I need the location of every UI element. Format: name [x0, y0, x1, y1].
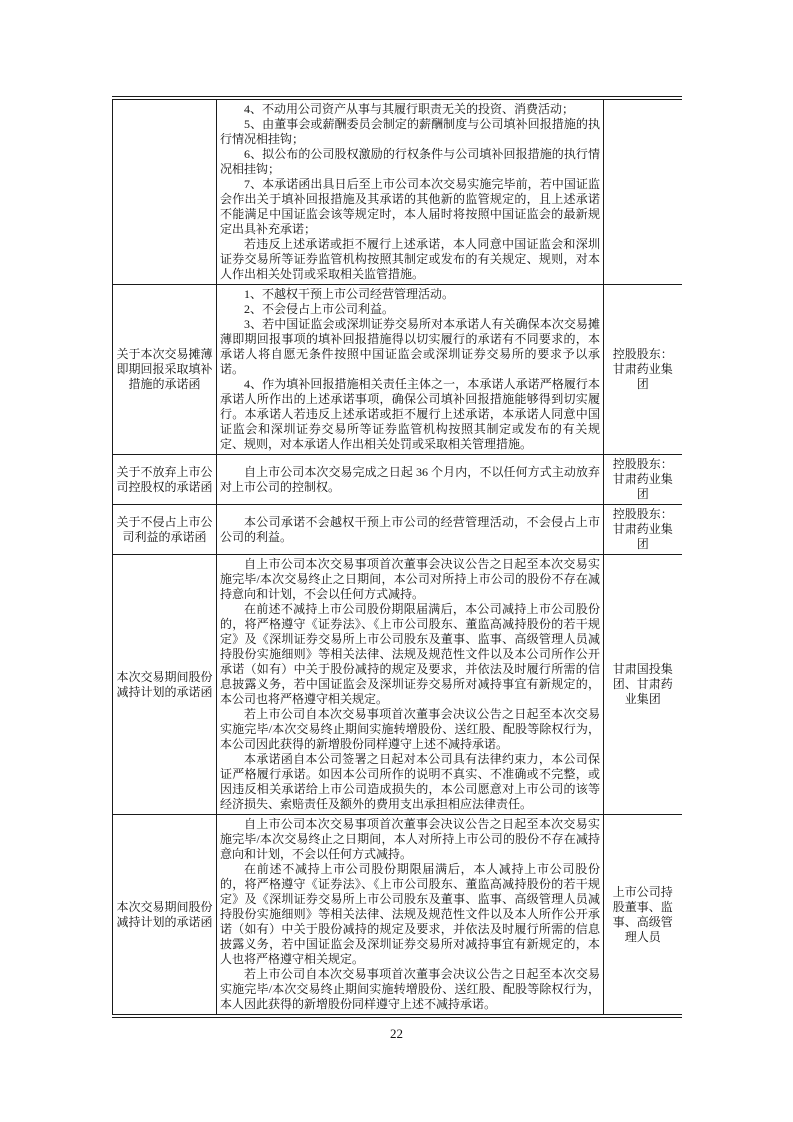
paragraph: 若上市公司自本次交易事项首次董事会决议公告之日起至本次交易实施完毕/本次交易终止期间实施转增股份、送红股、配股等除权行为，本人因此获得的新增股份同样遵守上述不减持承诺。 [220, 967, 600, 1011]
paragraph: 自上市公司本次交易事项首次董事会决议公告之日起至本次交易实施完毕/本次交易终止之日期间，本人对所持上市公司的股份不存在减持意向和计划，不会以任何方式减持。 [220, 817, 600, 861]
commitment-title-cell [113, 98, 217, 285]
paragraph: 本承诺函自本公司签署之日起对本公司具有法律约束力，本公司保证严格履行承诺。如因本公司所作的说明不真实、不准确或不完整，或因违反相关承诺给上市公司造成损失的，本公司愿意对上市公司的该等经济损失、索赔责任及额外的费用支出承担相应法律责任。 [220, 752, 600, 811]
commitment-content-cell [217, 98, 604, 285]
commitment-content-cell [217, 815, 604, 1017]
paragraph: 7、本承诺函出具日后至上市公司本次交易实施完毕前，若中国证监会作出关于填补回报措施及其承诺的其他新的监管规定的，且上述承诺不能满足中国证监会该等规定时，本人届时将按照中国证监会的最新规定出具补充承诺； [220, 177, 600, 236]
table-row [113, 555, 682, 815]
paragraph: 3、若中国证监会或深圳证券交易所对本承诺人有关确保本次交易摊薄即期回报事项的填补回报措施得以切实履行的承诺有不同要求的，本承诺人将自愿无条件按照中国证监会或深圳证券交易所的要求予以承诺。 [220, 317, 600, 376]
paragraph: 自上市公司本次交易事项首次董事会决议公告之日起至本次交易实施完毕/本次交易终止之日期间，本公司对所持上市公司的股份不存在减持意向和计划，不会以任何方式减持。 [220, 557, 600, 601]
commitment-party-cell: 上市公司持股董事、监事、高级管理人员 [604, 815, 682, 1017]
commitment-content-cell [217, 555, 604, 815]
commitment-title-cell: 本次交易期间股份减持计划的承诺函 [113, 555, 217, 815]
paragraph: 4、作为填补回报措施相关责任主体之一，本承诺人承诺严格履行本承诺人所作出的上述承诺事项，确保公司填补回报措施能够得到切实履行。本承诺人若违反上述承诺或拒不履行上述承诺，本承诺人同意中国证监会和深圳证券交易所等证券监管机构按照其制定或发布的有关规定、规则，对本承诺人作出相关处罚或采取相关管理措施。 [220, 377, 600, 451]
commitment-title-cell: 本次交易期间股份减持计划的承诺函 [113, 815, 217, 1017]
commitment-title-cell: 关于本次交易摊薄即期回报采取填补措施的承诺函 [113, 285, 217, 455]
commitment-party-cell: 控股股东：甘肃药业集团 [604, 505, 682, 555]
paragraph: 5、由董事会或薪酬委员会制定的薪酬制度与公司填补回报措施的执行情况相挂钩； [220, 117, 600, 146]
paragraph: 1、不越权干预上市公司经营管理活动。 [244, 287, 455, 301]
commitment-content-cell [217, 455, 604, 505]
paragraph: 4、不动用公司资产从事与其履行职责无关的投资、消费活动； [244, 102, 575, 116]
paragraph: 自上市公司本次交易完成之日起 36 个月内，不以任何方式主动放弃对上市公司的控制权。 [220, 464, 600, 494]
commitment-party-cell: 甘肃国投集团、甘肃药业集团 [604, 555, 682, 815]
paragraph: 在前述不减持上市公司股份期限届满后，本公司减持上市公司股份的，将严格遵守《证券法》、《上市公司股东、董监高减持股份的若干规定》及《深圳证券交易所上市公司股东及董事、监事、高级管理人员减持股份实施细则》等相关法律、法规及规范性文件以及本公司所作公开承诺（如有）中关于股份减持的规定及要求，并依法及时履行所需的信息披露义务，若中国证监会及深圳证券交易所对减持事宜有新规定的，本公司也将严格遵守相关规定。 [220, 602, 600, 706]
table-row [113, 455, 682, 505]
paragraph: 本公司承诺不会越权干预上市公司的经营管理活动，不会侵占上市公司的利益。 [220, 514, 600, 544]
commitment-party-cell: 控股股东：甘肃药业集团 [604, 455, 682, 505]
commitment-title-cell: 关于不放弃上市公司控股权的承诺函 [113, 455, 217, 505]
commitment-party-cell [604, 98, 682, 285]
paragraph: 6、拟公布的公司股权激励的行权条件与公司填补回报措施的执行情况相挂钩； [220, 147, 600, 176]
commitments-table [112, 96, 682, 1018]
table-row [113, 505, 682, 555]
paragraph: 在前述不减持上市公司股份期限届满后，本人减持上市公司股份的，将严格遵守《证券法》、《上市公司股东、董监高减持股份的若干规定》及《深圳证券交易所上市公司股东及董事、监事、高级管理人员减持股份实施细则》等相关法律、法规及规范性文件以及本人所作公开承诺（如有）中关于股份减持的规定及要求，并依法及时履行所需的信息披露义务，若中国证监会及深圳证券交易所对减持事宜有新规定的，本人也将严格遵守相关规定。 [220, 862, 600, 966]
paragraph: 若违反上述承诺或拒不履行上述承诺，本人同意中国证监会和深圳证券交易所等证券监管机构按照其制定或发布的有关规定、规则，对本人作出相关处罚或采取相关监管措施。 [220, 237, 600, 281]
table-row [113, 98, 682, 285]
paragraph: 若上市公司自本次交易事项首次董事会决议公告之日起至本次交易实施完毕/本次交易终止期间实施转增股份、送红股、配股等除权行为，本公司因此获得的新增股份同样遵守上述不减持承诺。 [220, 707, 600, 751]
table-row [113, 285, 682, 455]
commitment-content-cell [217, 505, 604, 555]
commitment-title-cell: 关于不侵占上市公司利益的承诺函 [113, 505, 217, 555]
paragraph: 2、不会侵占上市公司利益。 [244, 302, 395, 316]
commitment-party-cell: 控股股东：甘肃药业集团 [604, 285, 682, 455]
table-row [113, 815, 682, 1017]
commitment-content-cell [217, 285, 604, 455]
page-number: 22 [390, 1026, 403, 1041]
